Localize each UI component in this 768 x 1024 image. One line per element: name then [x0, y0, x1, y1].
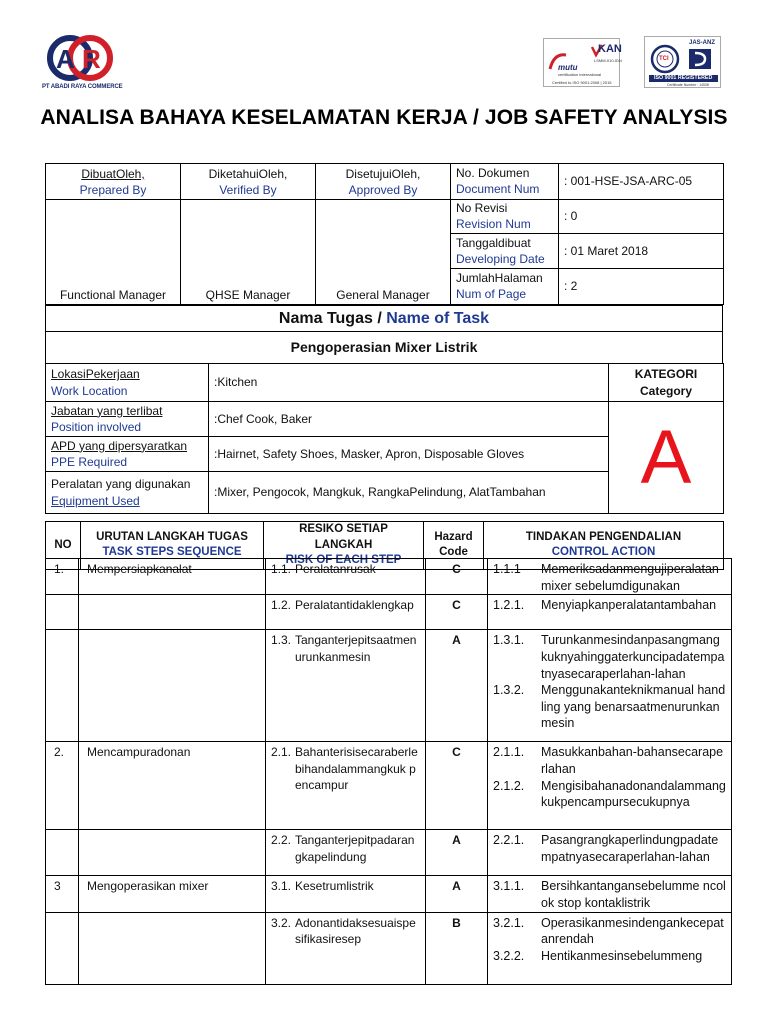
- row-no: [46, 630, 79, 742]
- control-item: [493, 948, 726, 965]
- date-label: [451, 234, 559, 269]
- approved-by-header: [316, 164, 451, 200]
- row-step: [79, 595, 266, 630]
- col-risk-id: RESIKO SETIAP LANGKAH: [299, 523, 388, 551]
- ppe-value: :Hairnet, Safety Shoes, Masker, Apron, Disposable Gloves: [209, 437, 609, 472]
- approved-by-label-en: Approved By: [348, 183, 418, 198]
- task-name: Pengoperasian Mixer Listrik: [46, 332, 723, 364]
- row-no: 2.: [46, 742, 79, 830]
- revision-value: : 0: [559, 200, 724, 234]
- mutu-label: mutu: [558, 63, 578, 72]
- jas-anz-mark-icon: [689, 49, 711, 69]
- row-no: [46, 912, 79, 984]
- work-location-label: [46, 364, 209, 402]
- risk-number: 3.1.: [271, 879, 292, 894]
- row-risk: [266, 876, 426, 912]
- prepared-by-label-id: DibuatOleh,: [81, 167, 145, 181]
- pages-label: [451, 269, 559, 305]
- table-row: [46, 830, 732, 876]
- row-step: [79, 912, 266, 984]
- company-logo-mark: [44, 34, 116, 86]
- control-item: [493, 878, 726, 911]
- work-location-label-en: Work Location: [51, 383, 128, 398]
- risk-number: 1.3.: [271, 633, 292, 648]
- row-no: [46, 595, 79, 630]
- risk-text: Peralatantidaklengkap: [295, 598, 414, 613]
- work-location-value: :Kitchen: [209, 364, 609, 402]
- table-row: [46, 559, 732, 595]
- approved-by-signature: [316, 200, 451, 305]
- prepared-by-label-en: Prepared By: [79, 183, 147, 198]
- verified-by-header: [181, 164, 316, 200]
- control-text: Operasikanmesindengankecepatanrendah: [541, 915, 724, 947]
- pages-value: : 2: [559, 269, 724, 305]
- kan-label: KAN: [598, 43, 622, 55]
- table-row: [46, 630, 732, 742]
- steps-table: [45, 558, 732, 985]
- position-label: [46, 402, 209, 437]
- date-label-en: Developing Date: [456, 252, 545, 267]
- col-risk-en: RISK OF EACH STEP: [285, 554, 402, 567]
- task-label-id: Nama Tugas /: [278, 309, 382, 327]
- table-row: [46, 595, 732, 630]
- approved-by-label-id: DisetujuiOleh,: [345, 167, 421, 181]
- risk-text: Bahanterisisecaraberlebihandalammangkuk pencampur: [295, 745, 418, 793]
- row-no: 1.: [46, 559, 79, 595]
- date-value: : 01 Maret 2018: [559, 234, 724, 269]
- category-label-id: KATEGORI: [634, 367, 698, 382]
- logo-letter-r: R: [82, 44, 101, 74]
- control-text: Menggunakanteknikmanual handling yang benarsaatmenurunkanmesin: [541, 683, 726, 731]
- control-item: [493, 682, 726, 732]
- company-logo: [42, 34, 123, 92]
- row-no: 3: [46, 876, 79, 912]
- row-risk: [266, 595, 426, 630]
- col-steps-id: URUTAN LANGKAH TUGAS: [96, 530, 248, 543]
- doc-num-value: : 001-HSE-JSA-ARC-05: [559, 164, 724, 200]
- control-item: [493, 915, 726, 948]
- risk-number: 1.2.: [271, 598, 292, 613]
- control-text: Turunkanmesindanpasangmangkuknyahinggaterkuncipadatempatnyasecaraperlahan-lahan: [541, 633, 725, 681]
- revision-label-en: Revision Num: [456, 217, 531, 232]
- control-text: Masukkanbahan-bahansecaraperlahan: [541, 745, 724, 776]
- control-text: Memeriksadanmengujiperalatanmixer sebelumdigunakan: [541, 562, 719, 593]
- risk-text: Tanganterjepitpadarangkapelindung: [295, 833, 415, 864]
- row-risk: [266, 830, 426, 876]
- risk-number: 2.1.: [271, 745, 292, 760]
- col-no: NO: [46, 522, 81, 570]
- revision-label-id: No Revisi: [456, 201, 508, 215]
- approved-by-role: General Manager: [336, 287, 430, 302]
- iso-label: ISO 9001 REGISTERED: [654, 75, 713, 81]
- row-controls: [488, 912, 732, 984]
- table-row: [46, 912, 732, 984]
- risk-number: 3.2.: [271, 915, 292, 930]
- position-label-id: Jabatan yang terlibat: [51, 403, 163, 418]
- verified-by-label-en: Verified By: [219, 183, 277, 198]
- page-title: ANALISA BAHAYA KESELAMATAN KERJA / JOB SAFETY ANALYSIS: [40, 106, 728, 129]
- row-step: Mempersiapkanalat: [79, 559, 266, 595]
- control-number: 3.2.1.: [493, 915, 525, 930]
- row-controls: [488, 630, 732, 742]
- row-step: Mencampuradonan: [79, 742, 266, 830]
- table-row: [46, 742, 732, 830]
- prepared-by-header: [46, 164, 181, 200]
- prepared-by-signature: [46, 200, 181, 305]
- ppe-label-id: APD yang dipersyaratkan: [51, 438, 188, 453]
- control-item: [493, 778, 726, 811]
- control-text: Mengisibahanadonandalammangkukpencampursecukupnya: [541, 778, 726, 810]
- row-risk: [266, 630, 426, 742]
- control-text: Pasangrangkaperlindungpadatempatnyasecaraperlahan-lahan: [541, 833, 719, 864]
- control-text: Hentikanmesinsebelummeng: [541, 948, 703, 963]
- row-controls: [488, 595, 732, 630]
- row-risk: [266, 912, 426, 984]
- iso-certificate: [644, 36, 721, 88]
- equipment-value: :Mixer, Pengocok, Mangkuk, RangkaPelindung, AlatTambahan: [209, 472, 609, 514]
- row-hazard-code: A: [426, 876, 488, 912]
- control-number: 1.2.1.: [493, 598, 525, 613]
- row-hazard-code: A: [426, 630, 488, 742]
- doc-num-label: [451, 164, 559, 200]
- row-controls: [488, 559, 732, 595]
- control-number: 1.3.1.: [493, 633, 525, 648]
- risk-text: Adonantidaksesuaispesifikasiresep: [295, 915, 416, 947]
- row-controls: [488, 830, 732, 876]
- category-label-en: Category: [639, 383, 692, 398]
- risk-number: 1.1.: [271, 562, 292, 576]
- control-item: [493, 561, 726, 594]
- row-risk: [266, 559, 426, 595]
- tci-label: TCI: [659, 56, 669, 62]
- control-number: 3.1.1.: [493, 879, 525, 894]
- position-value: :Chef Cook, Baker: [209, 402, 609, 437]
- control-text: Menyiapkanperalatantambahan: [541, 598, 717, 613]
- control-number: 2.1.1.: [493, 745, 525, 760]
- row-hazard-code: C: [426, 595, 488, 630]
- row-hazard-code: C: [426, 559, 488, 595]
- doc-num-label-id: No. Dokumen: [456, 166, 530, 180]
- pages-label-en: Num of Page: [456, 287, 527, 302]
- row-step: [79, 630, 266, 742]
- risk-number: 2.2.: [271, 833, 292, 848]
- logo-letter-a: A: [56, 44, 75, 74]
- row-controls: [488, 876, 732, 912]
- date-label-id: Tanggaldibuat: [456, 236, 531, 250]
- row-hazard-code: B: [426, 912, 488, 984]
- row-risk: [266, 742, 426, 830]
- risk-text: Kesetrumlistrik: [295, 879, 374, 894]
- row-hazard-code: A: [426, 830, 488, 876]
- work-info-table: [45, 363, 724, 514]
- row-hazard-code: C: [426, 742, 488, 830]
- work-location-label-id: LokasiPekerjaan: [51, 367, 140, 382]
- jas-anz-label: JAS-ANZ: [689, 40, 716, 46]
- category-value: A: [609, 402, 724, 514]
- col-steps-en: TASK STEPS SEQUENCE: [102, 546, 242, 559]
- control-text: Bersihkantangansebelumme ncolok stop kontaklistrik: [541, 879, 726, 910]
- equipment-label-id: Peralatan yang digunakan: [51, 477, 191, 492]
- row-controls: [488, 742, 732, 830]
- col-hazard-1: Hazard: [434, 530, 473, 543]
- kan-sub: LSMM-010-IDN: [594, 58, 622, 63]
- task-name-heading: [46, 306, 723, 332]
- cert-number: Certificate Number : 14538: [667, 83, 709, 87]
- doc-num-label-en: Document Num: [456, 182, 540, 197]
- col-hazard-2: Code: [439, 546, 468, 559]
- row-step: Mengoperasikan mixer: [79, 876, 266, 912]
- col-control-id: TINDAKAN PENGENDALIAN: [525, 530, 682, 543]
- ppe-label: [46, 437, 209, 472]
- risk-text: Peralatanrusak: [295, 562, 376, 576]
- position-label-en: Position involved: [51, 420, 142, 434]
- row-no: [46, 830, 79, 876]
- risk-text: Tanganterjepitsaatmenurunkanmesin: [295, 633, 417, 664]
- row-step: [79, 830, 266, 876]
- control-number: 1.3.2.: [493, 683, 525, 698]
- task-name-table: [45, 305, 723, 364]
- mutu-cert-text: Certified to ISO 9001:2008 | 2015: [552, 80, 612, 85]
- control-item: [493, 744, 726, 777]
- mutu-sub: certification international: [558, 72, 602, 77]
- control-item: [493, 632, 726, 682]
- task-label-en: Name of Task: [386, 309, 490, 327]
- control-item: [493, 597, 726, 614]
- control-number: 1.1.1: [493, 562, 521, 576]
- revision-label: [451, 200, 559, 234]
- col-control-en: CONTROL ACTION: [551, 546, 656, 559]
- signoff-table: [45, 163, 724, 305]
- control-item: [493, 832, 726, 865]
- company-name: PT ABADI RAYA COMMERCE: [42, 84, 123, 90]
- control-number: 2.1.2.: [493, 778, 525, 793]
- category-header: [609, 364, 724, 402]
- prepared-by-role: Functional Manager: [59, 287, 167, 302]
- ppe-label-en: PPE Required: [51, 455, 128, 469]
- verified-by-signature: [181, 200, 316, 305]
- control-number: 3.2.2.: [493, 948, 525, 963]
- steps-body: [46, 559, 732, 985]
- table-row: [46, 876, 732, 912]
- equipment-label-en: Equipment Used: [51, 493, 140, 508]
- verified-by-label-id: DiketahuiOleh,: [208, 167, 288, 181]
- control-number: 2.2.1.: [493, 833, 525, 848]
- mutu-kan-certificate: [543, 38, 620, 87]
- equipment-label: [46, 472, 209, 514]
- pages-label-id: JumlahHalaman: [456, 271, 543, 285]
- verified-by-role: QHSE Manager: [205, 287, 291, 302]
